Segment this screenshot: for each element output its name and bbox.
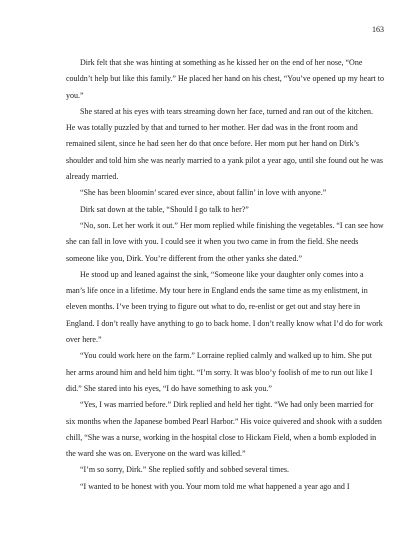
paragraph: He stood up and leaned against the sink, “Someone like your daughter only comes into a man’s life once in a lifetime. My tour here in England ends the same time as my enlistment, in eleven months. I’ve been trying to figure out what to do, re-enlist or get out and stay here in England. I don’t really have anything to go to back home. I don’t really know what I’d do for work over here.” bbox=[66, 269, 383, 345]
paragraph: “You could work here on the farm.” Lorraine replied calmly and walked up to him. She put her arms around him and held him tight. “I’m sorry. It was bloo’y foolish of me to run out like I did.” She stared into his eyes, “I do have something to ask you.” bbox=[66, 351, 373, 393]
paragraph: “I wanted to be honest with you. Your mom told me what happened a year ago and I bbox=[80, 481, 350, 491]
paragraph: “She has been bloomin’ scared ever since, about fallin’ in love with anyone.” bbox=[80, 188, 327, 198]
page-number: 163 bbox=[372, 25, 384, 34]
paragraph: “Yes, I was married before.” Dirk replied and held her tight. “We had only been married for six months when the Japanese bombed Pearl Harbor.” His voice quivered and shook with a sudden chill, “She was a nurse, working in the hospital close to Hickam Field, when a bomb exploded in the ward she was on. Everyone on the ward was killed.” bbox=[66, 400, 382, 459]
paragraph: Dirk sat down at the table, “Should I go talk to her?” bbox=[80, 204, 249, 214]
paragraph: “No, son. Let her work it out.” Her mom replied while finishing the vegetables. “I can see how she can fall in love with you. I could see it when you two came in from the field. She needs someone like you, Dirk. You’re different from the other yanks she dated.” bbox=[66, 220, 384, 263]
paragraph: “I’m so sorry, Dirk.” She replied softly and sobbed several times. bbox=[80, 465, 289, 475]
paragraph: Dirk felt that she was hinting at something as he kissed her on the end of her nose, “One couldn’t help but like this family.” He placed her hand on his chest, “You’ve opened up my heart to you.” bbox=[66, 58, 384, 100]
paragraph: She stared at his eyes with tears streaming down her face, turned and ran out of the kitchen. He was totally puzzled by that and turned to her mother. Her dad was in the front room and remained silent, since he had seen her do that once before. Her mom put her hand on Dirk’s shoulder and told him she was nearly married to a yank pilot a year ago, until she found out he was already married. bbox=[66, 106, 384, 182]
body-text bbox=[66, 55, 384, 495]
